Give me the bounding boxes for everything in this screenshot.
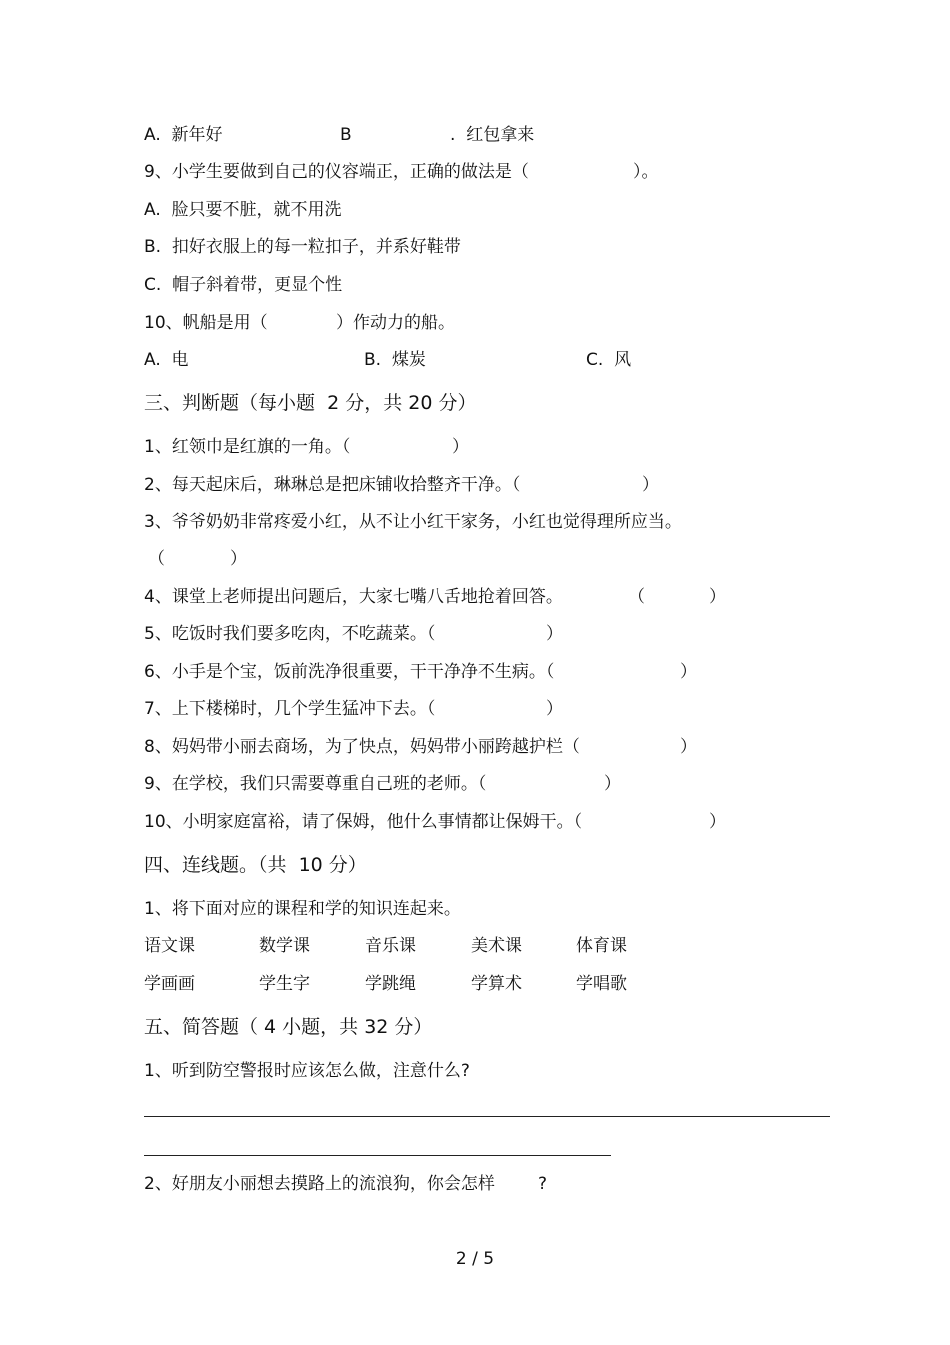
page-number: 2 / 5	[455, 1249, 495, 1269]
judge-item-4-open: （	[628, 587, 645, 607]
q9-option-a: A. 脸只要不脏，就不用洗	[144, 200, 342, 220]
judge-item-7-close: ）	[546, 699, 563, 719]
judge-item-8-close: ）	[680, 737, 697, 757]
q10-option-a: A. 电	[144, 350, 189, 370]
q9-option-b: B. 扣好衣服上的每一粒扣子，并系好鞋带	[144, 237, 461, 257]
skill-item-1: 学画画	[144, 974, 195, 994]
skill-item-4: 学算术	[471, 974, 522, 994]
course-item-4: 美术课	[471, 936, 522, 956]
judge-item-1-close: ）	[452, 437, 469, 457]
q8-option-a: A. 新年好	[144, 125, 223, 145]
course-item-3: 音乐课	[365, 936, 416, 956]
judge-item-2-close: ）	[642, 475, 659, 495]
section5-title: 五、简答题（ 4 小题，共 32 分）	[144, 1016, 433, 1038]
short-answer-question-2-mark: ?	[538, 1174, 548, 1194]
judge-item-10-close: ）	[709, 812, 726, 832]
judge-item-4: 4、课堂上老师提出问题后，大家七嘴八舌地抢着回答。	[144, 587, 563, 607]
course-item-2: 数学课	[259, 936, 310, 956]
judge-item-5-close: ）	[546, 624, 563, 644]
skill-item-2: 学生字	[259, 974, 310, 994]
q8-option-b-letter: B	[340, 125, 352, 145]
skill-item-5: 学唱歌	[576, 974, 627, 994]
course-item-5: 体育课	[576, 936, 627, 956]
short-answer-question-2: 2、好朋友小丽想去摸路上的流浪狗，你会怎样	[144, 1174, 495, 1194]
skill-item-3: 学跳绳	[365, 974, 416, 994]
course-item-1: 语文课	[144, 936, 195, 956]
judge-item-4-close: ）	[709, 587, 726, 607]
judge-item-5: 5、吃饭时我们要多吃肉，不吃蔬菜。（	[144, 624, 436, 644]
judge-item-8: 8、妈妈带小丽去商场，为了快点，妈妈带小丽跨越护栏（	[144, 737, 580, 757]
judge-item-2: 2、每天起床后，琳琳总是把床铺收拾整齐干净。（	[144, 475, 521, 495]
judge-item-6: 6、小手是个宝，饭前洗净很重要，干干净净不生病。（	[144, 662, 555, 682]
judge-item-6-close: ）	[680, 662, 697, 682]
q8-option-b-text: . 红包拿来	[450, 125, 535, 145]
judge-item-10: 10、小明家庭富裕，请了保姆，他什么事情都让保姆干。（	[144, 812, 583, 832]
answer-line-2	[144, 1155, 611, 1156]
q10-option-c: C. 风	[586, 350, 632, 370]
q9-option-c: C. 帽子斜着带，更显个性	[144, 275, 343, 295]
section4-title: 四、连线题。（共 10 分）	[144, 854, 367, 876]
judge-item-7: 7、上下楼梯时，几个学生猛冲下去。（	[144, 699, 436, 719]
q10-close: ）作动力的船。	[336, 313, 455, 333]
q10-stem: 10、帆船是用（	[144, 313, 268, 333]
q9-close: ）。	[633, 162, 659, 182]
q9-stem: 9、小学生要做到自己的仪容端正，正确的做法是（	[144, 162, 529, 182]
judge-item-3-open: （	[148, 549, 165, 569]
judge-item-9-close: ）	[604, 774, 621, 794]
judge-item-9: 9、在学校，我们只需要尊重自己班的老师。（	[144, 774, 487, 794]
judge-item-1: 1、红领巾是红旗的一角。（	[144, 437, 351, 457]
section3-title: 三、判断题（每小题 2 分，共 20 分）	[144, 392, 477, 414]
short-answer-question-1: 1、听到防空警报时应该怎么做，注意什么?	[144, 1061, 470, 1081]
judge-item-3-close: ）	[230, 549, 247, 569]
q10-option-b: B. 煤炭	[364, 350, 426, 370]
judge-item-3: 3、爷爷奶奶非常疼爱小红，从不让小红干家务，小红也觉得理所应当。	[144, 512, 682, 532]
answer-line-1	[144, 1116, 830, 1117]
match-question-1: 1、将下面对应的课程和学的知识连起来。	[144, 899, 461, 919]
